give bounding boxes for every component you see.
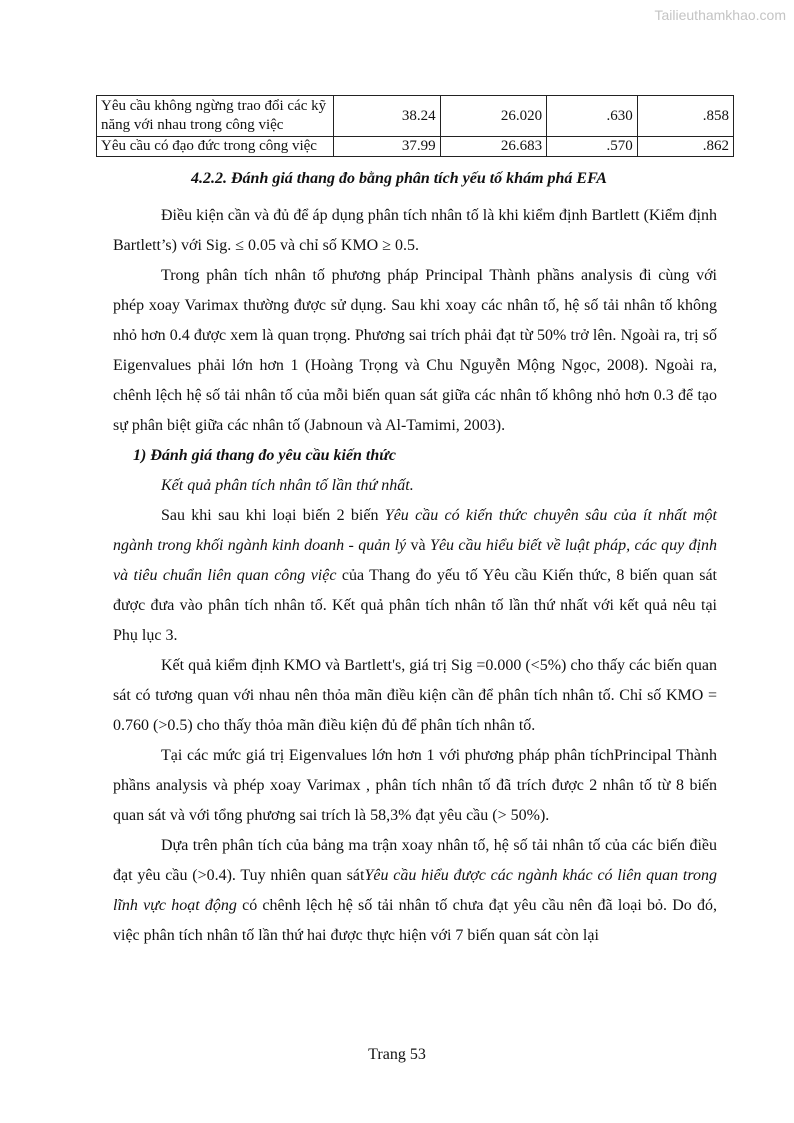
paragraph-kmo: Kết quả kiểm định KMO và Bartlett's, giá trị Sig =0.000 (<5%) cho thấy các biến quan sát có tương quan với nhau nên thỏa mãn điều kiện cần để phân tích nhân tố. Chỉ số KMO = 0.760 (>0.5) cho thấy thỏa mãn điều kiện đủ để phân tích nhân tố. — [113, 657, 717, 734]
table-cell: .862 — [637, 137, 733, 157]
text-run: và — [406, 537, 431, 554]
table-cell: 38.24 — [333, 96, 440, 137]
paragraph-eigenvalues: Tại các mức giá trị Eigenvalues lớn hơn 1 với phương pháp phân tíchPrincipal Thành phầns analysis và phép xoay Varimax , phân tích nhân tố đã trích được 2 nhân tố từ 8 biến quan sát và với tổng phương sai trích là 58,3% đạt yêu cầu (> 50%). — [113, 747, 717, 824]
text-run: Sau khi sau khi loại biến 2 biến — [161, 507, 385, 524]
results-table — [96, 95, 734, 157]
table-cell: 37.99 — [333, 137, 440, 157]
table-cell-label: Yêu cầu không ngừng trao đổi các kỹ năng với nhau trong công việc — [97, 96, 334, 137]
site-watermark: Tailieuthamkhao.com — [654, 7, 786, 23]
subresult-caption: Kết quả phân tích nhân tố lần thứ nhất. — [161, 477, 414, 494]
text-run: Dựa trên phân tích của bảng ma trận xoay nhân tố, hệ số tải nhân tố của các biến điều đạt yêu cầu (>0.4). Tuy nhiên quan sát — [113, 837, 717, 884]
paragraph-rotation — [113, 831, 717, 951]
section-heading: 4.2.2. Đánh giá thang đo bằng phân tích yếu tố khám phá EFA — [191, 170, 607, 187]
italic-run: Yêu cầu có kiến thức chuyên sâu của ít nhất một ngành trong khối ngành kinh doanh - quản lý — [113, 507, 717, 554]
table-cell: .570 — [547, 137, 638, 157]
paragraph-method: Trong phân tích nhân tố phương pháp Principal Thành phầns analysis đi cùng với phép xoay Varimax thường được sử dụng. Sau khi xoay các nhân tố, hệ số tải nhân tố không nhỏ hơn 0.4 được xem là quan trọng. Phương sai trích phải đạt từ 50% trở lên. Ngoài ra, trị số Eigenvalues phải lớn hơn 1 (Hoàng Trọng và Chu Nguyễn Mộng Ngọc, 2008). Ngoài ra, chênh lệch hệ số tải nhân tố của mỗi biến quan sát giữa các nhân tố không nhỏ hơn 0.3 để tạo sự phân biệt giữa các nhân tố (Jabnoun và Al-Tamimi, 2003). — [113, 267, 717, 434]
table-row — [97, 96, 734, 137]
table-cell: .858 — [637, 96, 733, 137]
subheading: 1) Đánh giá thang đo yêu cầu kiến thức — [133, 447, 396, 464]
body-text — [113, 201, 717, 951]
page-number: Trang 53 — [368, 1046, 426, 1063]
paragraph-variables — [113, 501, 717, 651]
table-row — [97, 137, 734, 157]
table-cell: 26.683 — [440, 137, 546, 157]
table-cell-label: Yêu cầu có đạo đức trong công việc — [97, 137, 334, 157]
italic-run: Yêu cầu hiểu biết về luật pháp, các quy định và tiêu chuẩn liên quan công việc — [113, 537, 718, 584]
table-cell: 26.020 — [440, 96, 546, 137]
text-run: của Thang đo yếu tố Yêu cầu Kiến thức, 8 biến quan sát được đưa vào phân tích nhân tố. Kết quả phân tích nhân tố lần thứ nhất với kết quả nêu tại Phụ lục 3. — [113, 567, 718, 644]
text-run: có chênh lệch hệ số tải nhân tố chưa đạt yêu cầu nên đã loại bỏ. Do đó, việc phân tích nhân tố lần thứ hai được thực hiện với 7 biến quan sát còn lại — [113, 897, 718, 944]
table-cell: .630 — [547, 96, 638, 137]
paragraph-conditions: Điều kiện cần và đủ để áp dụng phân tích nhân tố là khi kiểm định Bartlett (Kiểm định Bartlett’s) với Sig. ≤ 0.05 và chỉ số KMO ≥ 0.5. — [113, 207, 717, 254]
italic-run: Yêu cầu hiểu được các ngành khác có liên quan trong lĩnh vực hoạt động — [113, 867, 718, 914]
